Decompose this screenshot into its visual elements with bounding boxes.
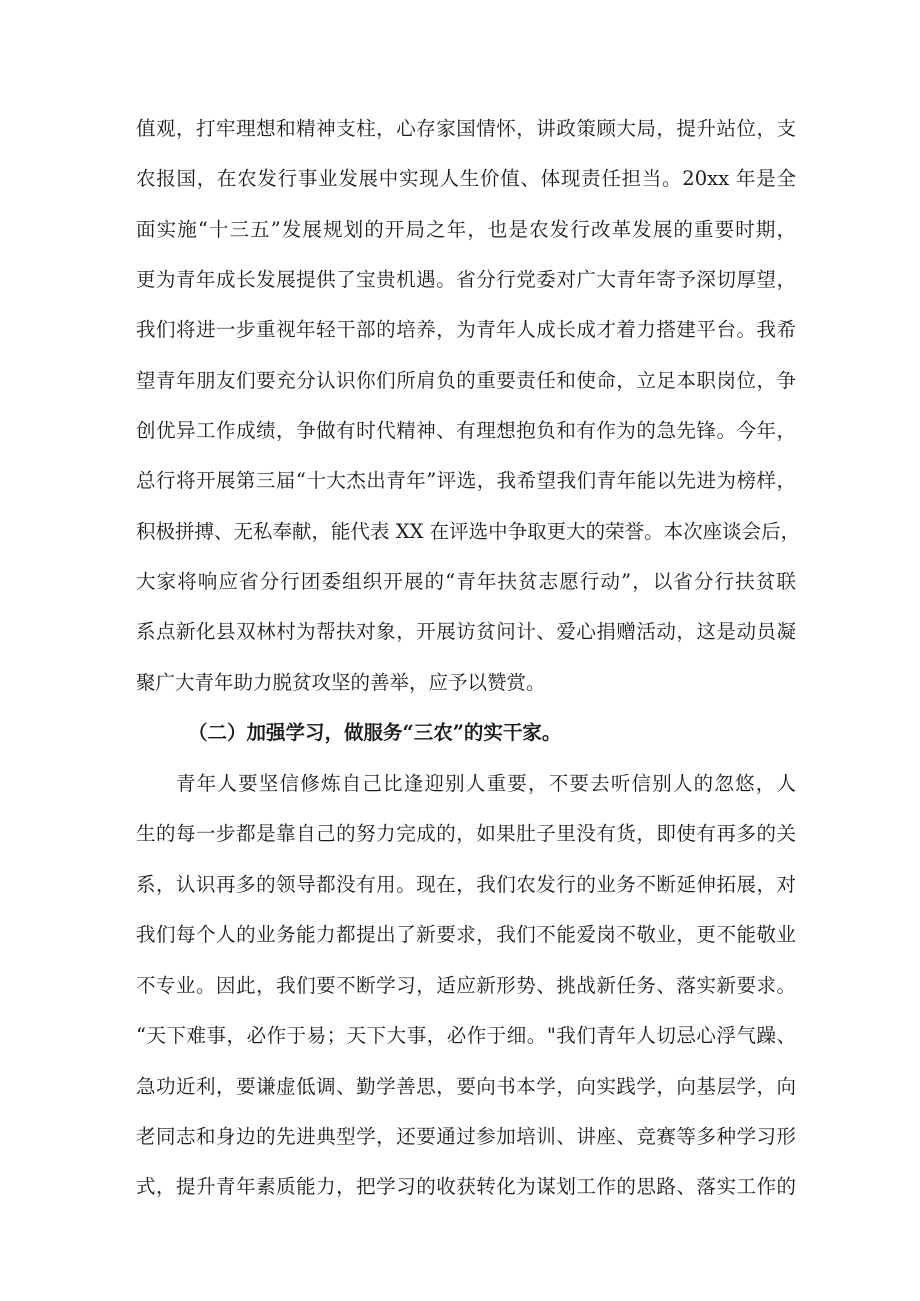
- section-heading: （二）加强学习，做服务“三农”的实干家。: [188, 721, 562, 744]
- paragraph-line: 式，提升青年素质能力，把学习的收获转化为谋划工作的思路、落实工作的: [136, 1175, 796, 1198]
- paragraph-line: 青年人要坚信修炼自己比逢迎别人重要，不要去听信别人的忽悠，人: [176, 772, 796, 795]
- paragraph-line: “天下难事，必作于易；天下大事，必作于细。"我们青年人切忌心浮气躁、: [136, 1024, 796, 1047]
- paragraph-line: 系，认识再多的领导都没有用。现在，我们农发行的业务不断延伸拓展，对: [136, 873, 796, 896]
- paragraph-line: 老同志和身边的先进典型学，还要通过参加培训、讲座、竞赛等多种学习形: [136, 1125, 796, 1148]
- paragraph-line: 我们将进一步重视年轻干部的培养，为青年人成长成才着力搭建平台。我希: [136, 318, 796, 341]
- paragraph-line: 总行将开展第三届“十大杰出青年”评选，我希望我们青年能以先进为榜样，: [136, 469, 796, 492]
- paragraph-line: 急功近利，要谦虚低调、勤学善思，要向书本学，向实践学，向基层学，向: [136, 1075, 796, 1098]
- paragraph-line: 望青年朋友们要充分认识你们所肩负的重要责任和使命，立足本职岗位，争: [136, 369, 796, 392]
- paragraph-line: 生的每一步都是靠自己的努力完成的，如果肚子里没有货，即使有再多的关: [136, 822, 796, 845]
- paragraph-line: 值观，打牢理想和精神支柱，心存家国情怀，讲政策顾大局，提升站位，支: [136, 117, 796, 140]
- paragraph-line: 我们每个人的业务能力都提出了新要求，我们不能爱岗不敬业，更不能敬业: [136, 923, 796, 946]
- paragraph-line: 不专业。因此，我们要不断学习，适应新形势、挑战新任务、落实新要求。: [136, 974, 796, 997]
- paragraph-line: 更为青年成长发展提供了宝贵机遇。省分行党委对广大青年寄予深切厚望，: [136, 268, 796, 291]
- paragraph-line: 聚广大青年助力脱贫攻坚的善举，应予以赞赏。: [136, 671, 546, 694]
- paragraph-line: 系点新化县双林村为帮扶对象，开展访贫问计、爱心捐赠活动，这是动员凝: [136, 620, 796, 643]
- paragraph-line: 大家将响应省分行团委组织开展的“青年扶贫志愿行动”，以省分行扶贫联: [136, 570, 796, 593]
- paragraph-line: 农报国，在农发行事业发展中实现人生价值、体现责任担当。20xx 年是全: [136, 167, 796, 190]
- paragraph-line: 创优异工作成绩，争做有时代精神、有理想抱负和有作为的急先锋。今年，: [136, 419, 796, 442]
- paragraph-line: 积极拼搏、无私奉献，能代表 XX 在评选中争取更大的荣誉。本次座谈会后，: [136, 520, 801, 543]
- paragraph-line: 面实施“十三五”发展规划的开局之年，也是农发行改革发展的重要时期，: [136, 218, 796, 241]
